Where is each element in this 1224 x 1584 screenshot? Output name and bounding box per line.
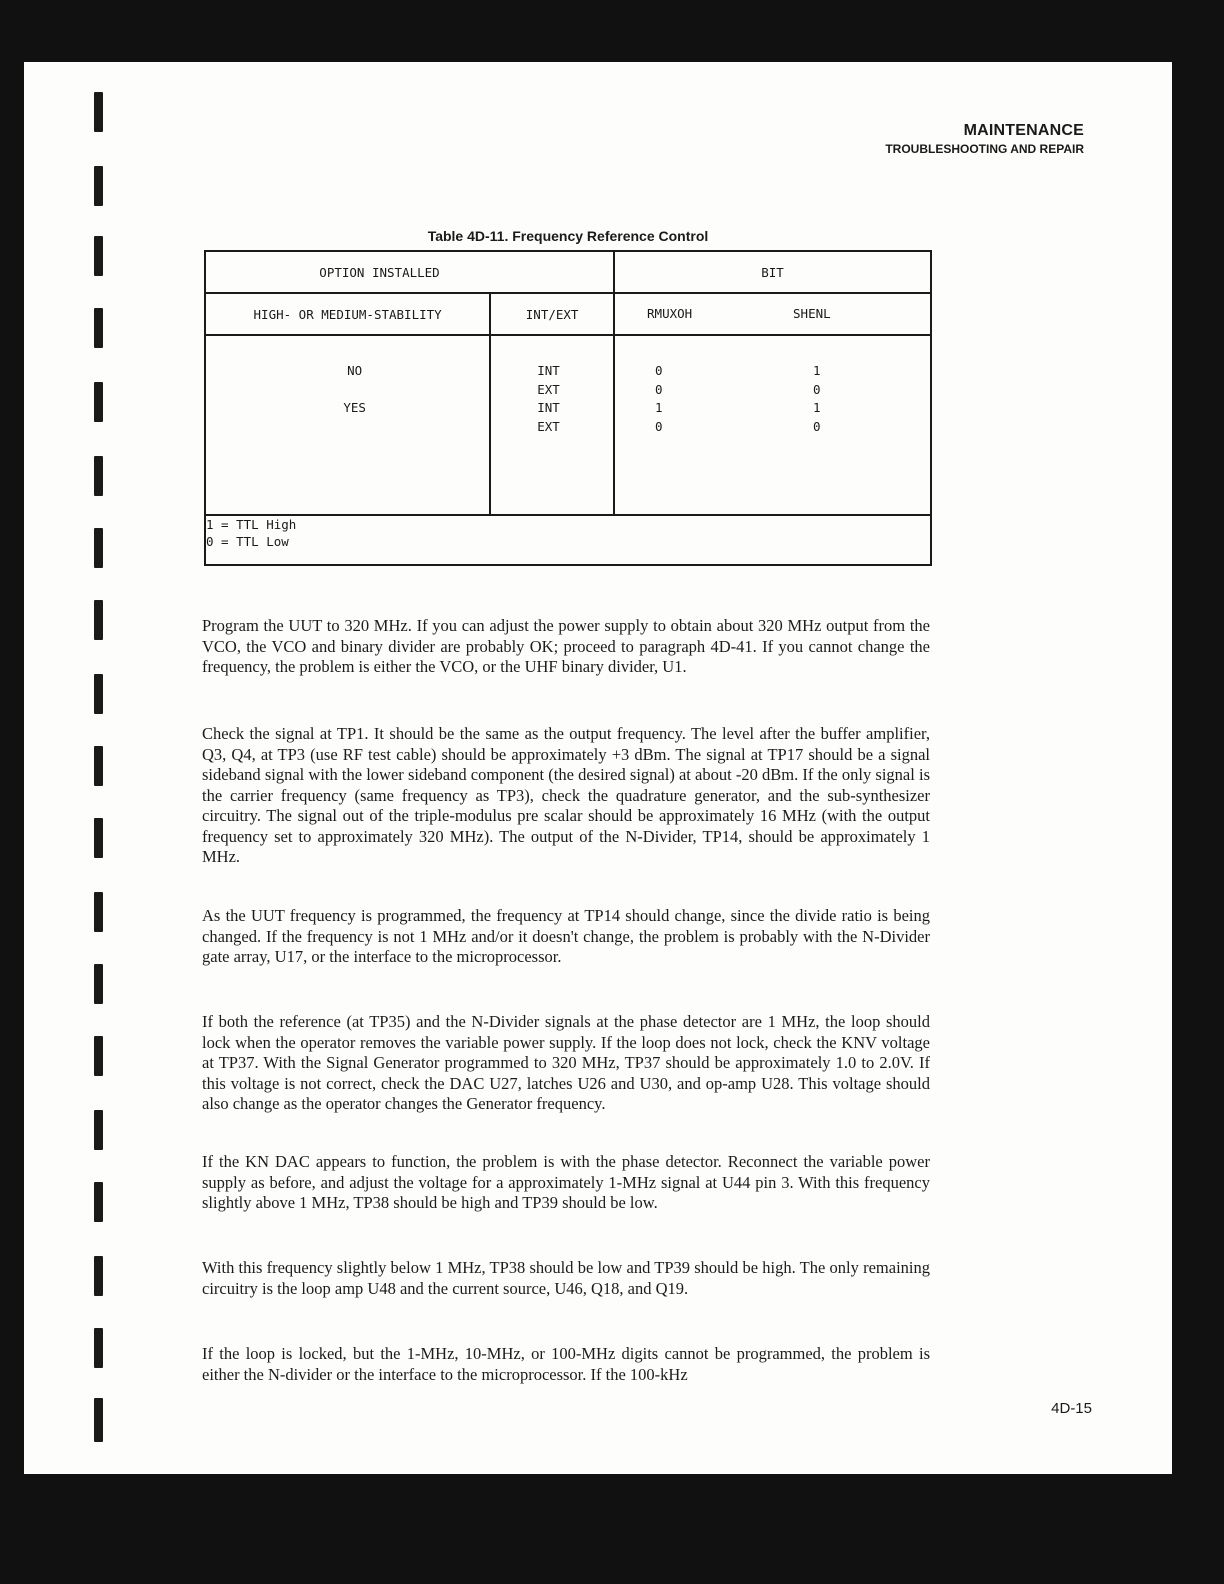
binder-mark: [94, 964, 103, 1004]
cell-stability: [220, 418, 489, 437]
frequency-reference-table: [204, 250, 932, 566]
section-title: MAINTENANCE: [963, 122, 1084, 139]
document-page: [24, 62, 1172, 1474]
column-header-bits: [614, 293, 931, 335]
cell-rmuxoh: 0: [655, 418, 663, 434]
table-group-header-row: [205, 251, 931, 293]
paragraph: As the UUT frequency is programmed, the frequency at TP14 should change, since the divide ratio is being changed. If the frequency is not 1 MHz and/or it doesn't change, the problem is probably with the N-Divider gate array, U17, or the interface to the microprocessor.: [202, 906, 930, 966]
cell-shenl: 1: [813, 363, 821, 378]
cell-int-ext: INT: [537, 400, 560, 415]
binder-mark: [94, 236, 103, 276]
table-notes: [205, 515, 931, 565]
table-title: Table 4D-11. Frequency Reference Control: [427, 228, 709, 244]
cell-int-ext: INT: [537, 363, 560, 378]
cell-rmuxoh: 0: [655, 363, 663, 378]
paragraph: With this frequency slightly below 1 MHz, TP38 should be low and TP39 should be high. The only remaining circuitry is the loop amp U48 and the current source, U46, Q18, and Q19.: [202, 1258, 930, 1298]
cell-int-ext: EXT: [537, 381, 560, 397]
stability-cell: [205, 335, 490, 515]
page-number: 4D-15: [1051, 1400, 1092, 1417]
paragraph: If the loop is locked, but the 1-MHz, 10-MHz, or 100-MHz digits cannot be programmed, the problem is either the N-divider or the interface to the microprocessor. If the 100-kHz: [202, 1344, 930, 1384]
cell-rmuxoh: 0: [655, 381, 663, 397]
table-column-header-row: [205, 293, 931, 335]
cell-stability: [220, 381, 489, 400]
note-ttl-low: 0 = TTL Low: [206, 534, 289, 549]
binder-mark: [94, 1182, 103, 1222]
cell-stability: NO: [347, 363, 363, 378]
binder-mark: [94, 456, 103, 496]
binder-mark: [94, 1256, 103, 1296]
cell-int-ext: EXT: [537, 418, 560, 434]
cell-shenl: 0: [813, 381, 821, 397]
paragraph: If both the reference (at TP35) and the N-Divider signals at the phase detector are 1 MHz, the loop should lock when the operator removes the variable power supply. If the loop does not lock, check the KNV voltage at TP37. With the Signal Generator programmed to 320 MHz, TP37 should be approximately 1.0 to 2.0V. If this voltage is not correct, check the DAC U27, latches U26 and U30, and op-amp U28. This voltage should also change as the operator changes the Generator frequency.: [202, 1012, 930, 1113]
cell-shenl: 0: [813, 418, 821, 434]
table-notes-row: [205, 515, 931, 565]
binder-mark: [94, 308, 103, 348]
binder-mark: [94, 818, 103, 858]
column-header-stability: HIGH- OR MEDIUM-STABILITY: [205, 293, 490, 335]
cell-shenl: 1: [813, 400, 821, 415]
subsection-title: TROUBLESHOOTING AND REPAIR: [885, 142, 1084, 156]
column-header-rmuxoh: RMUXOH: [647, 306, 693, 321]
binder-mark: [94, 892, 103, 932]
note-ttl-high: 1 = TTL High: [206, 517, 297, 532]
column-header-int-ext: INT/EXT: [490, 293, 614, 335]
paragraph: Check the signal at TP1. It should be the same as the output frequency. The level after the buffer amplifier, Q3, Q4, at TP3 (use RF test cable) should be approximately +3 dBm. The signal at TP17 should be a signal sideband signal with the lower sideband component (the desired signal) at about -20 dBm. If the only signal is the carrier frequency (same frequency as TP3), check the quadrature generator, and the sub-synthesizer circuitry. The signal out of the triple-modulus pre scalar should be approximately 16 MHz (with the output frequency set to approximately 320 MHz). The output of the N-Divider, TP14, should be approximately 1 MHz.: [202, 724, 930, 866]
binder-mark: [94, 92, 103, 132]
cell-stability: YES: [343, 400, 366, 415]
binder-mark: [94, 746, 103, 786]
binder-mark: [94, 1036, 103, 1076]
cell-rmuxoh: 1: [655, 400, 663, 415]
binder-mark: [94, 674, 103, 714]
binder-mark: [94, 166, 103, 206]
column-header-shenl: SHENL: [793, 306, 831, 321]
int-ext-cell: [490, 335, 614, 515]
group-header-bit: BIT: [614, 251, 931, 293]
paragraph: If the KN DAC appears to function, the problem is with the phase detector. Reconnect the variable power supply as before, and adjust the voltage for a approximately 1-MHz signal at U44 pin 3. With this frequency slightly above 1 MHz, TP38 should be high and TP39 should be low.: [202, 1152, 930, 1212]
binder-mark: [94, 1328, 103, 1368]
binder-mark: [94, 1110, 103, 1150]
paragraph: Program the UUT to 320 MHz. If you can adjust the power supply to obtain about 320 MHz output from the VCO, the VCO and binary divider are probably OK; proceed to paragraph 4D-41. If you cannot change the frequency, the problem is either the VCO, or the UHF binary divider, U1.: [202, 616, 930, 676]
binder-mark: [94, 528, 103, 568]
binder-mark: [94, 382, 103, 422]
page-header: [885, 122, 1084, 156]
binder-mark: [94, 600, 103, 640]
table-data-row: [205, 335, 931, 515]
binder-mark: [94, 1398, 103, 1442]
group-header-option-installed: OPTION INSTALLED: [205, 251, 614, 293]
bit-values-cell: [614, 335, 931, 515]
